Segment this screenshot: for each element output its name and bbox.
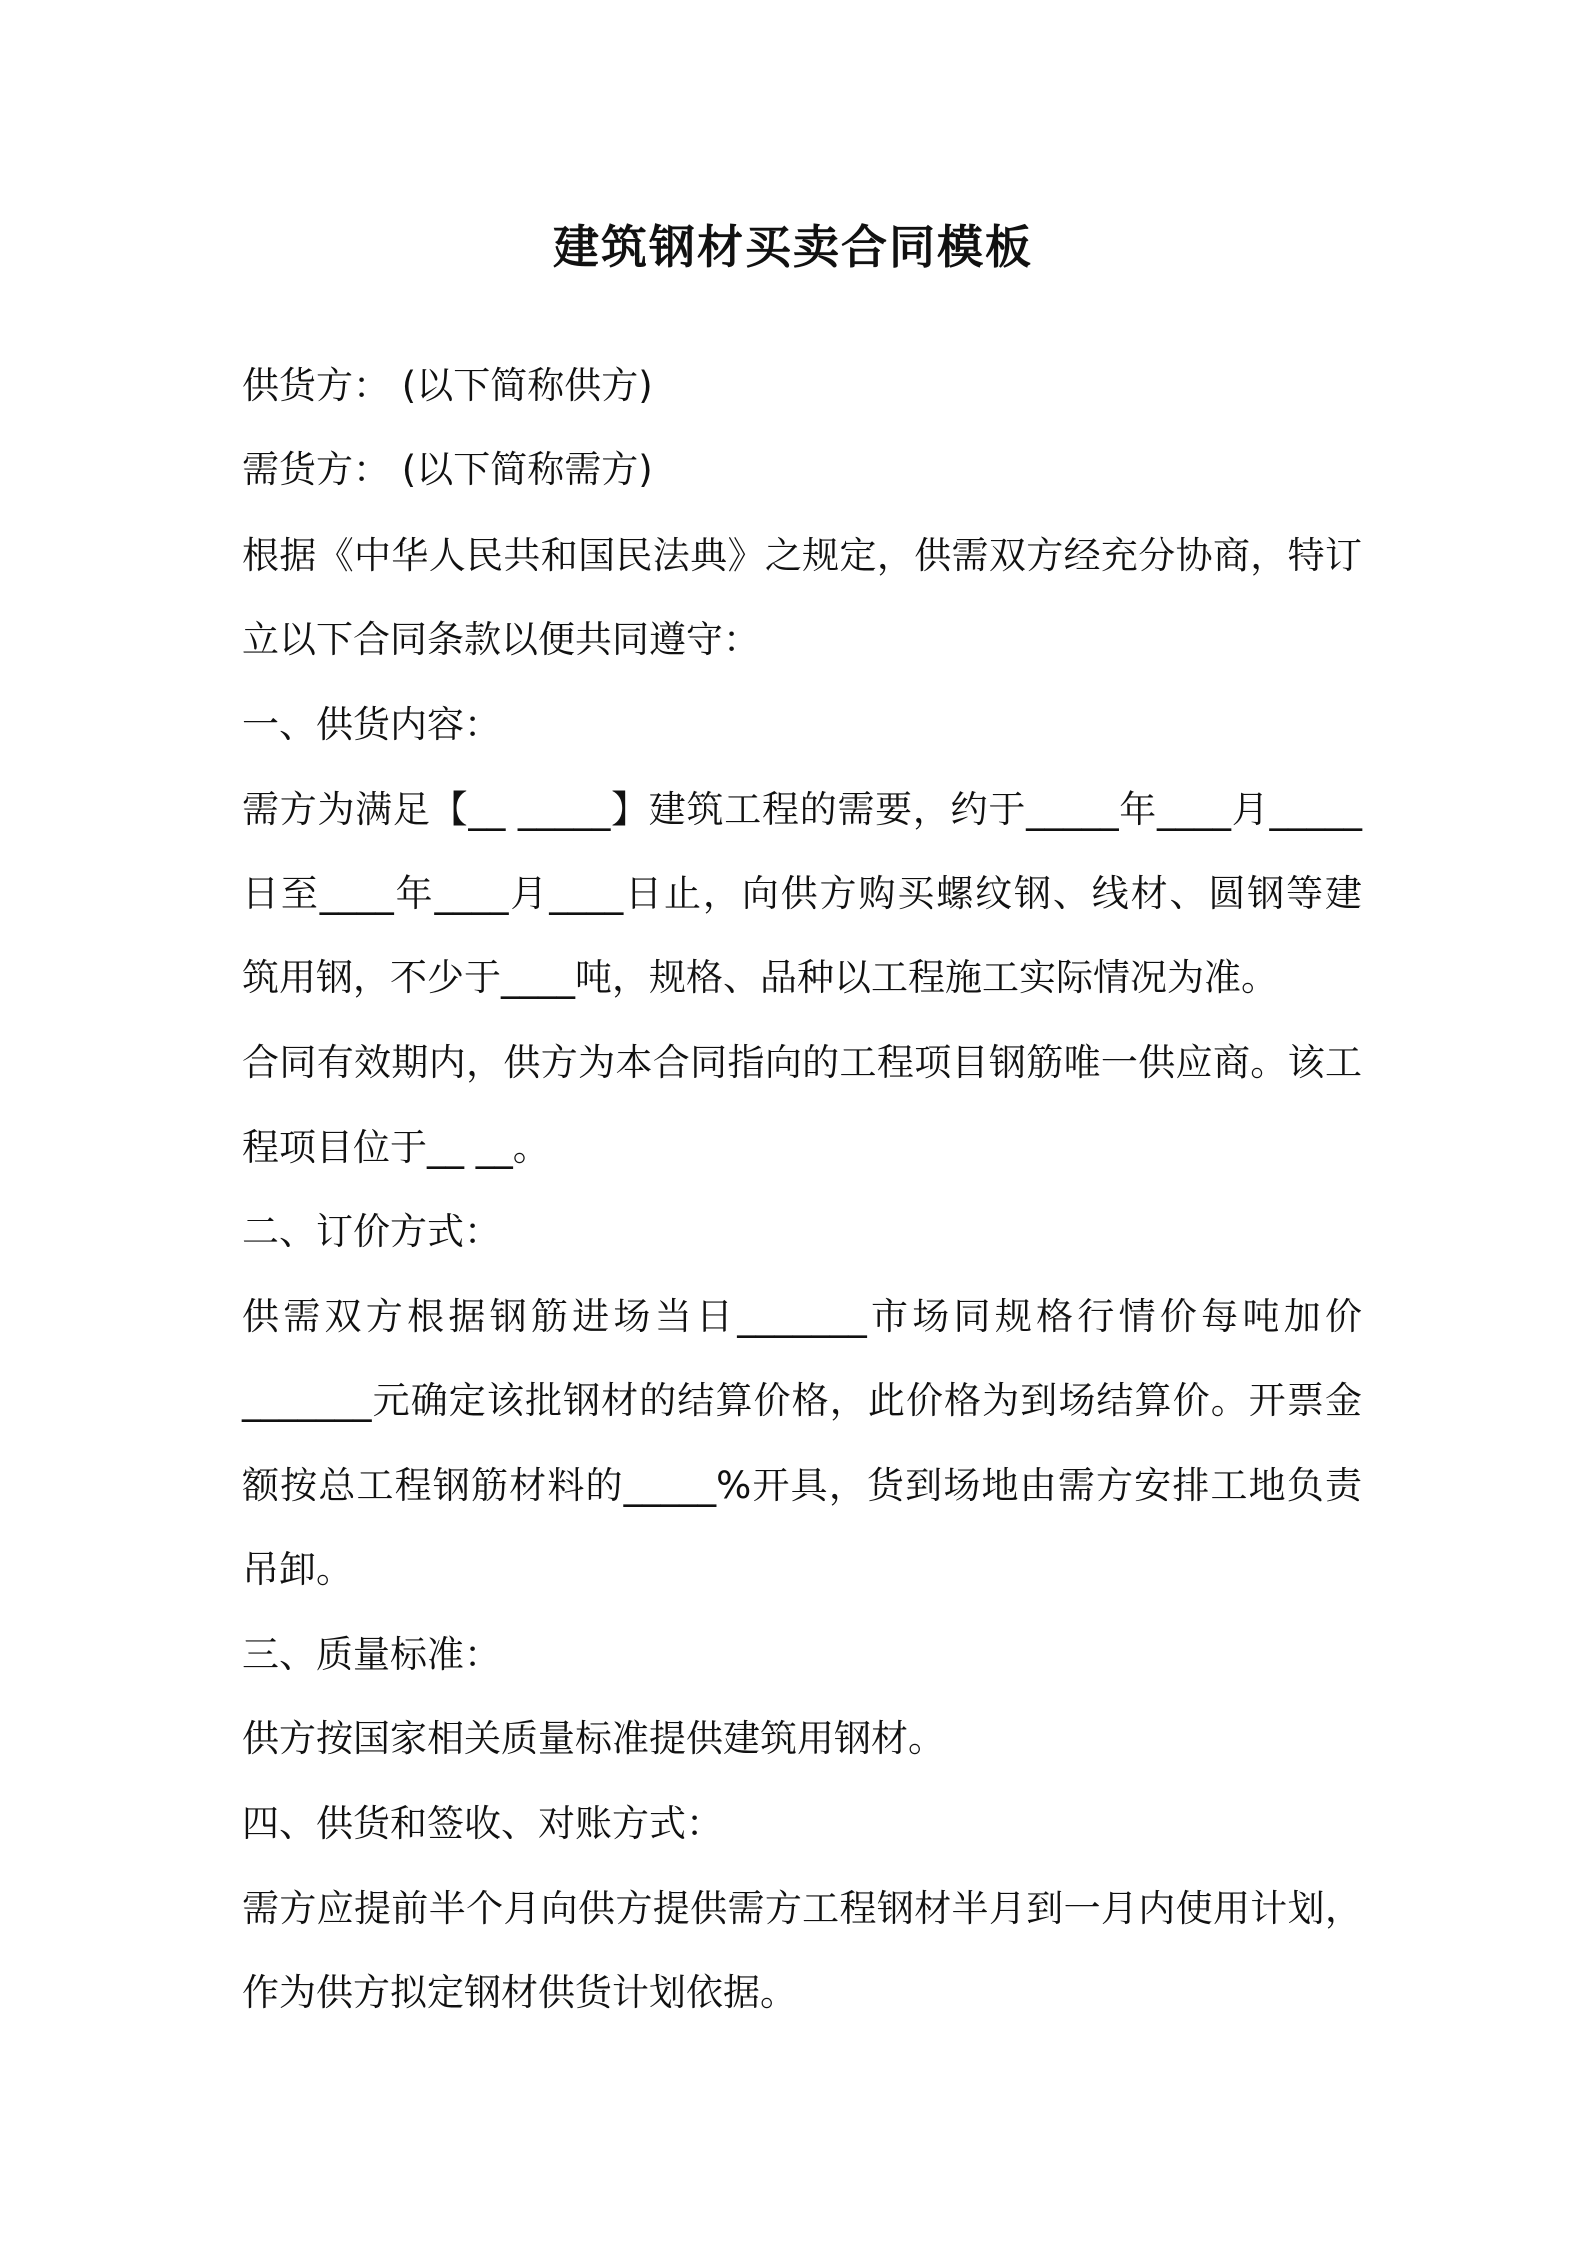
delivery-line-2: 作为供方拟定钢材供货计划依据。 (242, 1971, 797, 2014)
preamble-line-1: 根据《中华人民共和国民法典》之规定，供需双方经充分协商，特订 (242, 534, 1362, 577)
quality-line-1: 供方按国家相关质量标准提供建筑用钢材。 (242, 1717, 945, 1760)
supply-content-line-5: 程项目位于__ __。 (242, 1126, 550, 1169)
pricing-line-3: 额按总工程钢筋材料的_____%开具，货到场地由需方安排工地负责 (242, 1464, 1362, 1507)
section-heading-pricing: 二、订价方式： (242, 1210, 501, 1253)
supply-content-line-4: 合同有效期内，供方为本合同指向的工程项目钢筋唯一供应商。该工 (242, 1041, 1362, 1084)
document-title: 建筑钢材买卖合同模板 (553, 220, 1033, 274)
section-heading-supply-content: 一、供货内容： (242, 703, 501, 746)
supply-content-line-3: 筑用钢，不少于____吨，规格、品种以工程施工实际情况为准。 (242, 956, 1278, 999)
pricing-line-4: 吊卸。 (242, 1548, 353, 1591)
supply-content-line-2: 日至____年____月____日止，向供方购买螺纹钢、线材、圆钢等建 (242, 872, 1362, 915)
supply-content-line-1: 需方为满足【__ _____】建筑工程的需要，约于_____年____月_____ (242, 788, 1362, 831)
buyer-line: 需货方： (以下简称需方) (242, 448, 653, 491)
section-heading-quality: 三、质量标准： (242, 1633, 501, 1676)
pricing-line-1: 供需双方根据钢筋进场当日_______市场同规格行情价每吨加价 (242, 1295, 1362, 1338)
pricing-line-2: _______元确定该批钢材的结算价格，此价格为到场结算价。开票金 (242, 1379, 1362, 1422)
delivery-line-1: 需方应提前半个月向供方提供需方工程钢材半月到一月内使用计划， (242, 1887, 1362, 1930)
supplier-line: 供货方： (以下简称供方) (242, 364, 653, 407)
section-heading-delivery: 四、供货和签收、对账方式： (242, 1802, 723, 1845)
preamble-line-2: 立以下合同条款以便共同遵守： (242, 618, 760, 661)
